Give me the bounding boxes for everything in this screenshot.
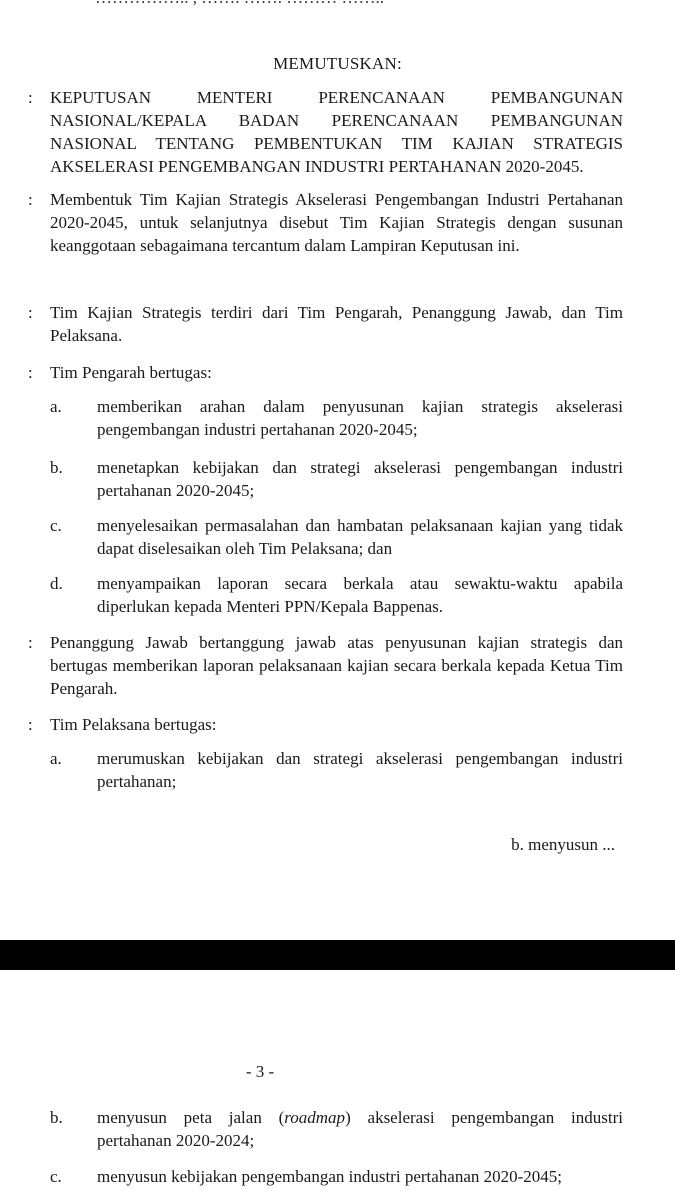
item-colon: :	[28, 633, 33, 652]
item-colon: :	[28, 715, 33, 734]
sub-letter: c.	[50, 1167, 62, 1186]
sub-text-after: ) akselerasi pengembangan industri pertahanan 2020-2024;	[97, 1108, 623, 1150]
sub-text: menyusun kebijakan pengembangan industri pertahanan 2020-2045;	[97, 1167, 563, 1186]
continuation-note: b. menyusun ...	[511, 835, 615, 854]
decision-heading: MEMUTUSKAN:	[273, 54, 402, 73]
item-text: Tim Pelaksana bertugas:	[50, 715, 217, 734]
sub-letter: a.	[50, 749, 62, 768]
item-colon: :	[28, 88, 33, 107]
item-text: KEPUTUSAN MENTERI PERENCANAAN PEMBANGUNAN NASIONAL/KEPALA BADAN PERENCANAAN PEMBANGUNAN NASIONAL TENTANG PEMBENTUKAN TIM KAJIAN STRATEGIS AKSELERASI PENGEMBANGAN INDUSTRI PERTAHANAN 2020-2045.	[50, 88, 623, 176]
sub-text: menyelesaikan permasalahan dan hambatan pelaksanaan kajian yang tidak dapat diselesaikan oleh Tim Pelaksana; dan	[97, 516, 623, 558]
sub-text	[97, 1106, 623, 1152]
item-colon: :	[28, 303, 33, 322]
sub-letter: a.	[50, 397, 62, 416]
sub-letter: b.	[50, 1108, 63, 1127]
page-separator-bar	[0, 940, 675, 970]
item-text: Penanggung Jawab bertanggung jawab atas penyusunan kajian strategis dan bertugas memberikan laporan pelaksanaan kajian secara berkala kepada Ketua Tim Pengarah.	[50, 633, 623, 698]
sub-text: menetapkan kebijakan dan strategi akselerasi pengembangan industri pertahanan 2020-2045;	[97, 458, 623, 500]
sub-letter: c.	[50, 516, 62, 535]
document-page-2	[0, 970, 675, 1200]
sub-text: menyampaikan laporan secara berkala atau sewaktu-waktu apabila diperlukan kepada Menteri PPN/Kepala Bappenas.	[97, 574, 623, 616]
sub-text-before: menyusun peta jalan (	[97, 1108, 285, 1127]
item-colon: :	[28, 363, 33, 382]
cut-off-previous-line	[95, 0, 415, 6]
page-number: - 3 -	[245, 1062, 275, 1081]
sub-text: merumuskan kebijakan dan strategi akselerasi pengembangan industri pertahanan;	[97, 749, 623, 791]
item-text: Tim Pengarah bertugas:	[50, 363, 212, 382]
sub-text-italic: roadmap	[284, 1108, 346, 1127]
sub-letter: d.	[50, 574, 63, 593]
sub-letter: b.	[50, 458, 63, 477]
sub-text: memberikan arahan dalam penyusunan kajian strategis akselerasi pengembangan industri pertahanan 2020-2045;	[97, 397, 623, 439]
item-text: Membentuk Tim Kajian Strategis Akselerasi Pengembangan Industri Pertahanan 2020-2045, untuk selanjutnya disebut Tim Kajian Strategis dengan susunan keanggotaan sebagaimana tercantum dalam Lampiran Keputusan ini.	[50, 190, 623, 255]
item-colon: :	[28, 190, 33, 209]
item-text: Tim Kajian Strategis terdiri dari Tim Pengarah, Penanggung Jawab, dan Tim Pelaksana.	[50, 303, 623, 345]
